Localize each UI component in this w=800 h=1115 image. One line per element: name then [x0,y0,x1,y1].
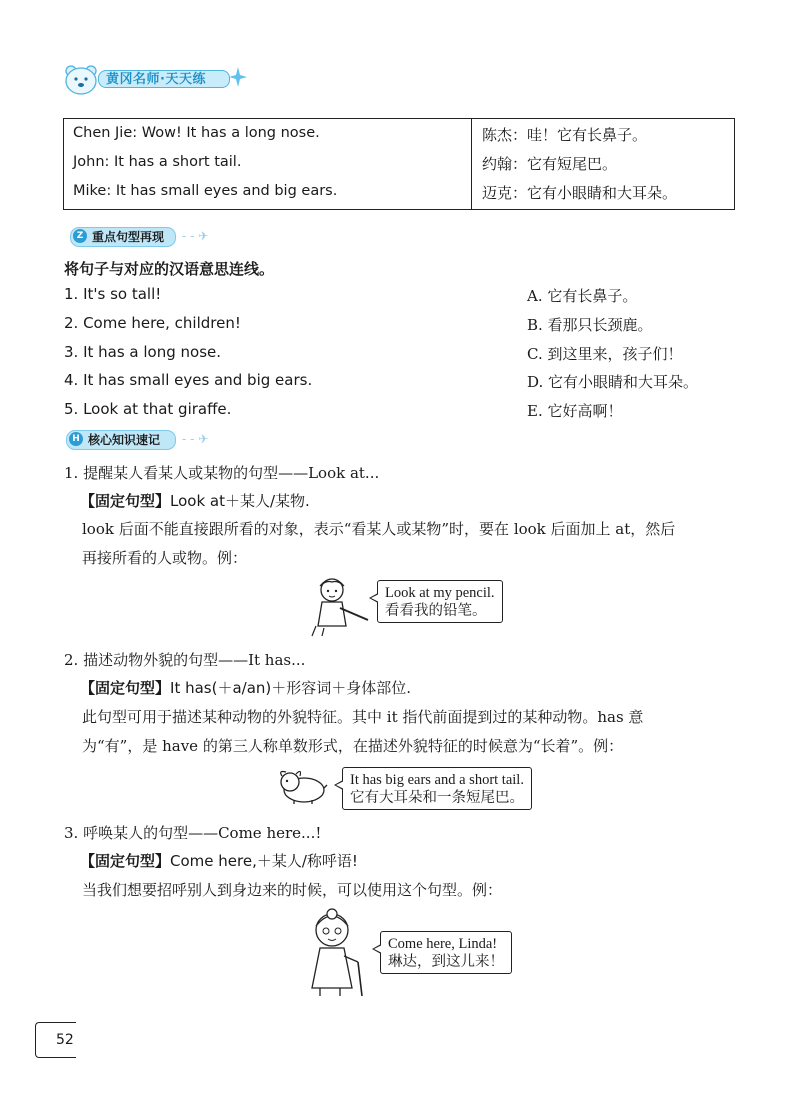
pattern-tag: 【固定句型】 [80,492,171,510]
bubble-chinese: 琳达，到这儿来！ [388,954,504,970]
explanation-line: look 后面不能直接跟所看的对象，表示“看某人或某物”时，要在 look 后面加上 at，然后 [82,520,676,538]
explanation-line: 再接所看的人或物。例： [82,549,248,567]
table-row-en: Mike: It has small eyes and big ears. [73,183,338,199]
match-right-item: E. 它好高啊！ [527,402,623,420]
table-row-zh: 约翰：它有短尾巴。 [482,155,618,173]
section-badge-core-knowledge [66,430,236,450]
section-title: 核心知识速记 [88,433,161,447]
match-left-item: 5. Look at that giraffe. [64,400,232,418]
match-left-item: 1. It's so tall! [64,285,162,303]
match-left-item: 3. It has a long nose. [64,343,222,361]
table-divider [471,119,472,209]
paper-plane-icon: - - ✈ [182,432,209,446]
fixed-pattern [80,850,358,871]
example-speech-bubble [380,931,512,974]
table-row-en: Chen Jie: Wow! It has a long nose. [73,125,320,141]
explanation-line: 为“有”，是 have 的第三人称单数形式，在描述外貌特征的时候意为“长着”。例： [82,737,624,755]
match-right-item: A. 它有长鼻子。 [527,287,638,305]
table-row-zh: 陈杰：哇！它有长鼻子。 [482,126,648,144]
explanation-line: 此句型可用于描述某种动物的外貌特征。其中 it 指代前面提到过的某种动物。has 意 [82,708,644,726]
series-title: 黄冈名师·天天练 [106,72,206,87]
example-speech-bubble [342,767,532,810]
dialogue-table [63,118,735,210]
section-letter: Z [73,229,87,243]
example-speech-bubble [377,580,503,623]
bear-mascot-icon [62,62,102,96]
pattern-text: Look at＋某人/某物. [170,492,310,510]
pattern-tag: 【固定句型】 [80,852,171,870]
point-heading: 1. 提醒某人看某人或某物的句型——Look at... [64,464,380,482]
section-badge-key-sentences [70,227,240,247]
match-right-item: C. 到这里来，孩子们！ [527,345,683,363]
point-heading: 3. 呼唤某人的句型——Come here...! [64,824,322,842]
paper-plane-icon: - - ✈ [182,229,209,243]
bubble-english: It has big ears and a short tail. [350,772,524,788]
bubble-chinese: 它有大耳朵和一条短尾巴。 [350,790,524,806]
girl-with-pencil-illustration [302,572,374,638]
page-number: 52 [56,1032,74,1048]
match-left-item: 4. It has small eyes and big ears. [64,371,313,389]
pattern-text: It has(＋a/an)＋形容词＋身体部位. [170,679,412,697]
pattern-text: Come here,＋某人/称呼语! [170,852,358,870]
fixed-pattern [80,677,411,698]
series-header-badge [62,62,240,96]
bubble-english: Look at my pencil. [385,585,495,601]
exercise-instruction: 将句子与对应的汉语意思连线。 [64,260,275,278]
sparkle-star-icon [228,66,248,88]
table-row-en: John: It has a short tail. [73,154,242,170]
grandmother-illustration [300,906,372,998]
pattern-tag: 【固定句型】 [80,679,171,697]
match-right-item: D. 它有小眼睛和大耳朵。 [527,373,699,391]
fixed-pattern [80,490,310,511]
section-letter: H [69,432,83,446]
explanation-line: 当我们想要招呼别人到身边来的时候，可以使用这个句型。例： [82,881,503,899]
section-title: 重点句型再现 [92,230,165,244]
match-left-item: 2. Come here, children! [64,314,241,332]
page-number-tab [35,1022,76,1058]
point-heading: 2. 描述动物外貌的句型——It has... [64,651,306,669]
animal-illustration [276,768,328,806]
bubble-chinese: 看看我的铅笔。 [385,603,487,619]
bubble-english: Come here, Linda! [388,936,498,952]
table-row-zh: 迈克：它有小眼睛和大耳朵。 [482,184,678,202]
match-right-item: B. 看那只长颈鹿。 [527,316,653,334]
